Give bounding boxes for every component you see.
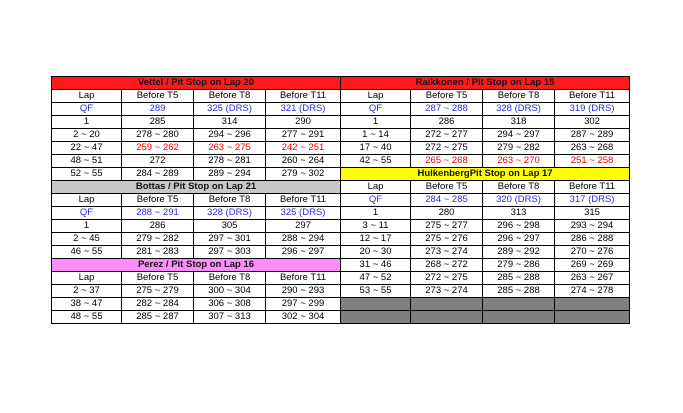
- right-table-cell: 273 ~ 274: [411, 285, 483, 298]
- right-empty-cell: [483, 311, 555, 324]
- left-table-cell: 286: [122, 220, 194, 233]
- left-table-cell: 48 ~ 51: [52, 155, 122, 168]
- right-column-header: Before T11: [555, 181, 630, 194]
- right-table-cell: 251 ~ 258: [555, 155, 630, 168]
- right-table-cell: 20 ~ 30: [341, 246, 411, 259]
- left-table-cell: 242 ~ 251: [266, 142, 341, 155]
- right-table-cell: 263 ~ 268: [555, 142, 630, 155]
- right-table-cell: 268 ~ 272: [411, 259, 483, 272]
- left-table-cell: 297 ~ 299: [266, 298, 341, 311]
- right-table-cell: QF: [341, 103, 411, 116]
- right-empty-cell: [483, 298, 555, 311]
- right-table-cell: 313: [483, 207, 555, 220]
- right-empty-cell: [555, 298, 630, 311]
- right-table-cell: 270 ~ 276: [555, 246, 630, 259]
- left-table-cell: 22 ~ 47: [52, 142, 122, 155]
- left-table-cell: QF: [52, 207, 122, 220]
- left-table-cell: 46 ~ 55: [52, 246, 122, 259]
- left-table-cell: 38 ~ 47: [52, 298, 122, 311]
- left-table-cell: 2 ~ 20: [52, 129, 122, 142]
- right-table-cell: 296 ~ 298: [483, 220, 555, 233]
- left-table-cell: 272: [122, 155, 194, 168]
- left-table-cell: 260 ~ 264: [266, 155, 341, 168]
- right-table-cell: 42 ~ 55: [341, 155, 411, 168]
- right-table-cell: 273 ~ 274: [411, 246, 483, 259]
- left-table-cell: 325 (DRS): [266, 207, 341, 220]
- left-table-cell: 288 ~ 291: [122, 207, 194, 220]
- right-empty-cell: [341, 298, 411, 311]
- right-empty-cell: [555, 311, 630, 324]
- right-column-header: Lap: [341, 181, 411, 194]
- left-table-cell: 290: [266, 116, 341, 129]
- right-table-cell: 285 ~ 288: [483, 272, 555, 285]
- right-table-cell: 263 ~ 270: [483, 155, 555, 168]
- left-column-header: Before T8: [194, 90, 266, 103]
- left-table-cell: 314: [194, 116, 266, 129]
- table-row: [52, 90, 630, 103]
- left-table-cell: 297: [266, 220, 341, 233]
- right-table-cell: 1: [341, 207, 411, 220]
- left-table-cell: 325 (DRS): [194, 103, 266, 116]
- left-column-header: Before T5: [122, 90, 194, 103]
- table-row: [52, 246, 630, 259]
- right-table-cell: 293 ~ 294: [555, 220, 630, 233]
- right-empty-cell: [411, 311, 483, 324]
- right-table-cell: 284 ~ 285: [411, 194, 483, 207]
- left-table-cell: 263 ~ 275: [194, 142, 266, 155]
- right-table-cell: 287 ~ 289: [555, 129, 630, 142]
- left-table-cell: 277 ~ 291: [266, 129, 341, 142]
- left-table-cell: 52 ~ 55: [52, 168, 122, 181]
- left-column-header: Lap: [52, 272, 122, 285]
- left-column-header: Before T8: [194, 194, 266, 207]
- right-column-header: Before T8: [483, 181, 555, 194]
- left-table-cell: 279 ~ 282: [122, 233, 194, 246]
- left-table-cell: 296 ~ 297: [266, 246, 341, 259]
- right-empty-cell: [411, 298, 483, 311]
- left-column-header: Before T11: [266, 194, 341, 207]
- right-table-cell: 275 ~ 277: [411, 220, 483, 233]
- left-table-cell: 297 ~ 303: [194, 246, 266, 259]
- right-table-cell: 320 (DRS): [483, 194, 555, 207]
- right-table-cell: 17 ~ 40: [341, 142, 411, 155]
- right-column-header: Before T8: [483, 90, 555, 103]
- left-column-header: Before T11: [266, 272, 341, 285]
- right-table-cell: 272 ~ 275: [411, 272, 483, 285]
- right-table-cell: 53 ~ 55: [341, 285, 411, 298]
- right-table-cell: 272 ~ 275: [411, 142, 483, 155]
- right-table-cell: 286: [411, 116, 483, 129]
- left-column-header: Before T5: [122, 272, 194, 285]
- left-table-cell: 278 ~ 281: [194, 155, 266, 168]
- left-table-title: Perez / Pit Stop on Lap 16: [52, 259, 341, 272]
- right-table-cell: 280: [411, 207, 483, 220]
- right-table-cell: 285 ~ 288: [483, 285, 555, 298]
- right-empty-cell: [341, 311, 411, 324]
- left-table-cell: 282 ~ 284: [122, 298, 194, 311]
- right-table-cell: 263 ~ 267: [555, 272, 630, 285]
- left-table-cell: 302 ~ 304: [266, 311, 341, 324]
- table-row: [52, 220, 630, 233]
- right-table-cell: 296 ~ 297: [483, 233, 555, 246]
- right-table-cell: 289 ~ 292: [483, 246, 555, 259]
- left-table-cell: 285 ~ 287: [122, 311, 194, 324]
- right-column-header: Before T5: [411, 90, 483, 103]
- left-table-cell: 275 ~ 279: [122, 285, 194, 298]
- left-table-title: Bottas / Pit Stop on Lap 21: [52, 181, 341, 194]
- left-table-cell: 1: [52, 220, 122, 233]
- table-row: [52, 181, 630, 194]
- left-table-cell: 278 ~ 280: [122, 129, 194, 142]
- left-table-cell: 279 ~ 302: [266, 168, 341, 181]
- table-row: [52, 77, 630, 90]
- left-column-header: Lap: [52, 90, 122, 103]
- left-table-cell: 48 ~ 55: [52, 311, 122, 324]
- left-table-cell: 284 ~ 289: [122, 168, 194, 181]
- left-column-header: Before T5: [122, 194, 194, 207]
- left-column-header: Before T8: [194, 272, 266, 285]
- table-row: [52, 129, 630, 142]
- right-table-cell: 275 ~ 276: [411, 233, 483, 246]
- right-table-cell: 319 (DRS): [555, 103, 630, 116]
- right-table-cell: 302: [555, 116, 630, 129]
- tyre-speed-table: [51, 76, 630, 324]
- right-table-cell: 1 ~ 14: [341, 129, 411, 142]
- left-table-cell: 285: [122, 116, 194, 129]
- right-table-title: HulkenbergPit Stop on Lap 17: [341, 168, 630, 181]
- table-row: [52, 168, 630, 181]
- left-table-cell: 307 ~ 313: [194, 311, 266, 324]
- table-row: [52, 155, 630, 168]
- right-table-cell: QF: [341, 194, 411, 207]
- left-table-title: Vettel / Pit Stop on Lap 20: [52, 77, 341, 90]
- left-table-cell: 289: [122, 103, 194, 116]
- right-column-header: Lap: [341, 90, 411, 103]
- right-table-cell: 318: [483, 116, 555, 129]
- right-table-cell: 279 ~ 282: [483, 142, 555, 155]
- right-table-cell: 272 ~ 277: [411, 129, 483, 142]
- left-table-cell: 321 (DRS): [266, 103, 341, 116]
- right-table-cell: 265 ~ 268: [411, 155, 483, 168]
- table-row: [52, 103, 630, 116]
- right-table-cell: 294 ~ 297: [483, 129, 555, 142]
- right-table-cell: 274 ~ 278: [555, 285, 630, 298]
- left-table-cell: 259 ~ 262: [122, 142, 194, 155]
- table-row: [52, 311, 630, 324]
- left-table-cell: 305: [194, 220, 266, 233]
- right-column-header: Before T5: [411, 181, 483, 194]
- table-row: [52, 233, 630, 246]
- right-table-cell: 317 (DRS): [555, 194, 630, 207]
- left-table-cell: 290 ~ 293: [266, 285, 341, 298]
- right-table-cell: 279 ~ 286: [483, 259, 555, 272]
- left-table-cell: 1: [52, 116, 122, 129]
- table-row: [52, 285, 630, 298]
- table-row: [52, 194, 630, 207]
- right-table-title: Raikkonen / Pit Stop on Lap 15: [341, 77, 630, 90]
- table-row: [52, 207, 630, 220]
- table-row: [52, 116, 630, 129]
- right-table-cell: 286 ~ 288: [555, 233, 630, 246]
- right-column-header: Before T11: [555, 90, 630, 103]
- right-table-cell: 31 ~ 46: [341, 259, 411, 272]
- right-table-cell: 328 (DRS): [483, 103, 555, 116]
- right-table-cell: 315: [555, 207, 630, 220]
- right-table-cell: 1: [341, 116, 411, 129]
- left-table-cell: 297 ~ 301: [194, 233, 266, 246]
- right-table-cell: 3 ~ 11: [341, 220, 411, 233]
- left-table-cell: 306 ~ 308: [194, 298, 266, 311]
- table-row: [52, 298, 630, 311]
- right-table-cell: 12 ~ 17: [341, 233, 411, 246]
- left-table-cell: QF: [52, 103, 122, 116]
- left-table-cell: 288 ~ 294: [266, 233, 341, 246]
- left-table-cell: 2 ~ 45: [52, 233, 122, 246]
- left-table-cell: 328 (DRS): [194, 207, 266, 220]
- table-row: [52, 272, 630, 285]
- left-table-cell: 2 ~ 37: [52, 285, 122, 298]
- left-column-header: Lap: [52, 194, 122, 207]
- table-row: [52, 142, 630, 155]
- right-table-cell: 47 ~ 52: [341, 272, 411, 285]
- left-table-cell: 289 ~ 294: [194, 168, 266, 181]
- left-table-cell: 294 ~ 296: [194, 129, 266, 142]
- left-table-cell: 300 ~ 304: [194, 285, 266, 298]
- table-row: [52, 259, 630, 272]
- left-column-header: Before T11: [266, 90, 341, 103]
- right-table-cell: 287 ~ 288: [411, 103, 483, 116]
- right-table-cell: 269 ~ 269: [555, 259, 630, 272]
- left-table-cell: 281 ~ 283: [122, 246, 194, 259]
